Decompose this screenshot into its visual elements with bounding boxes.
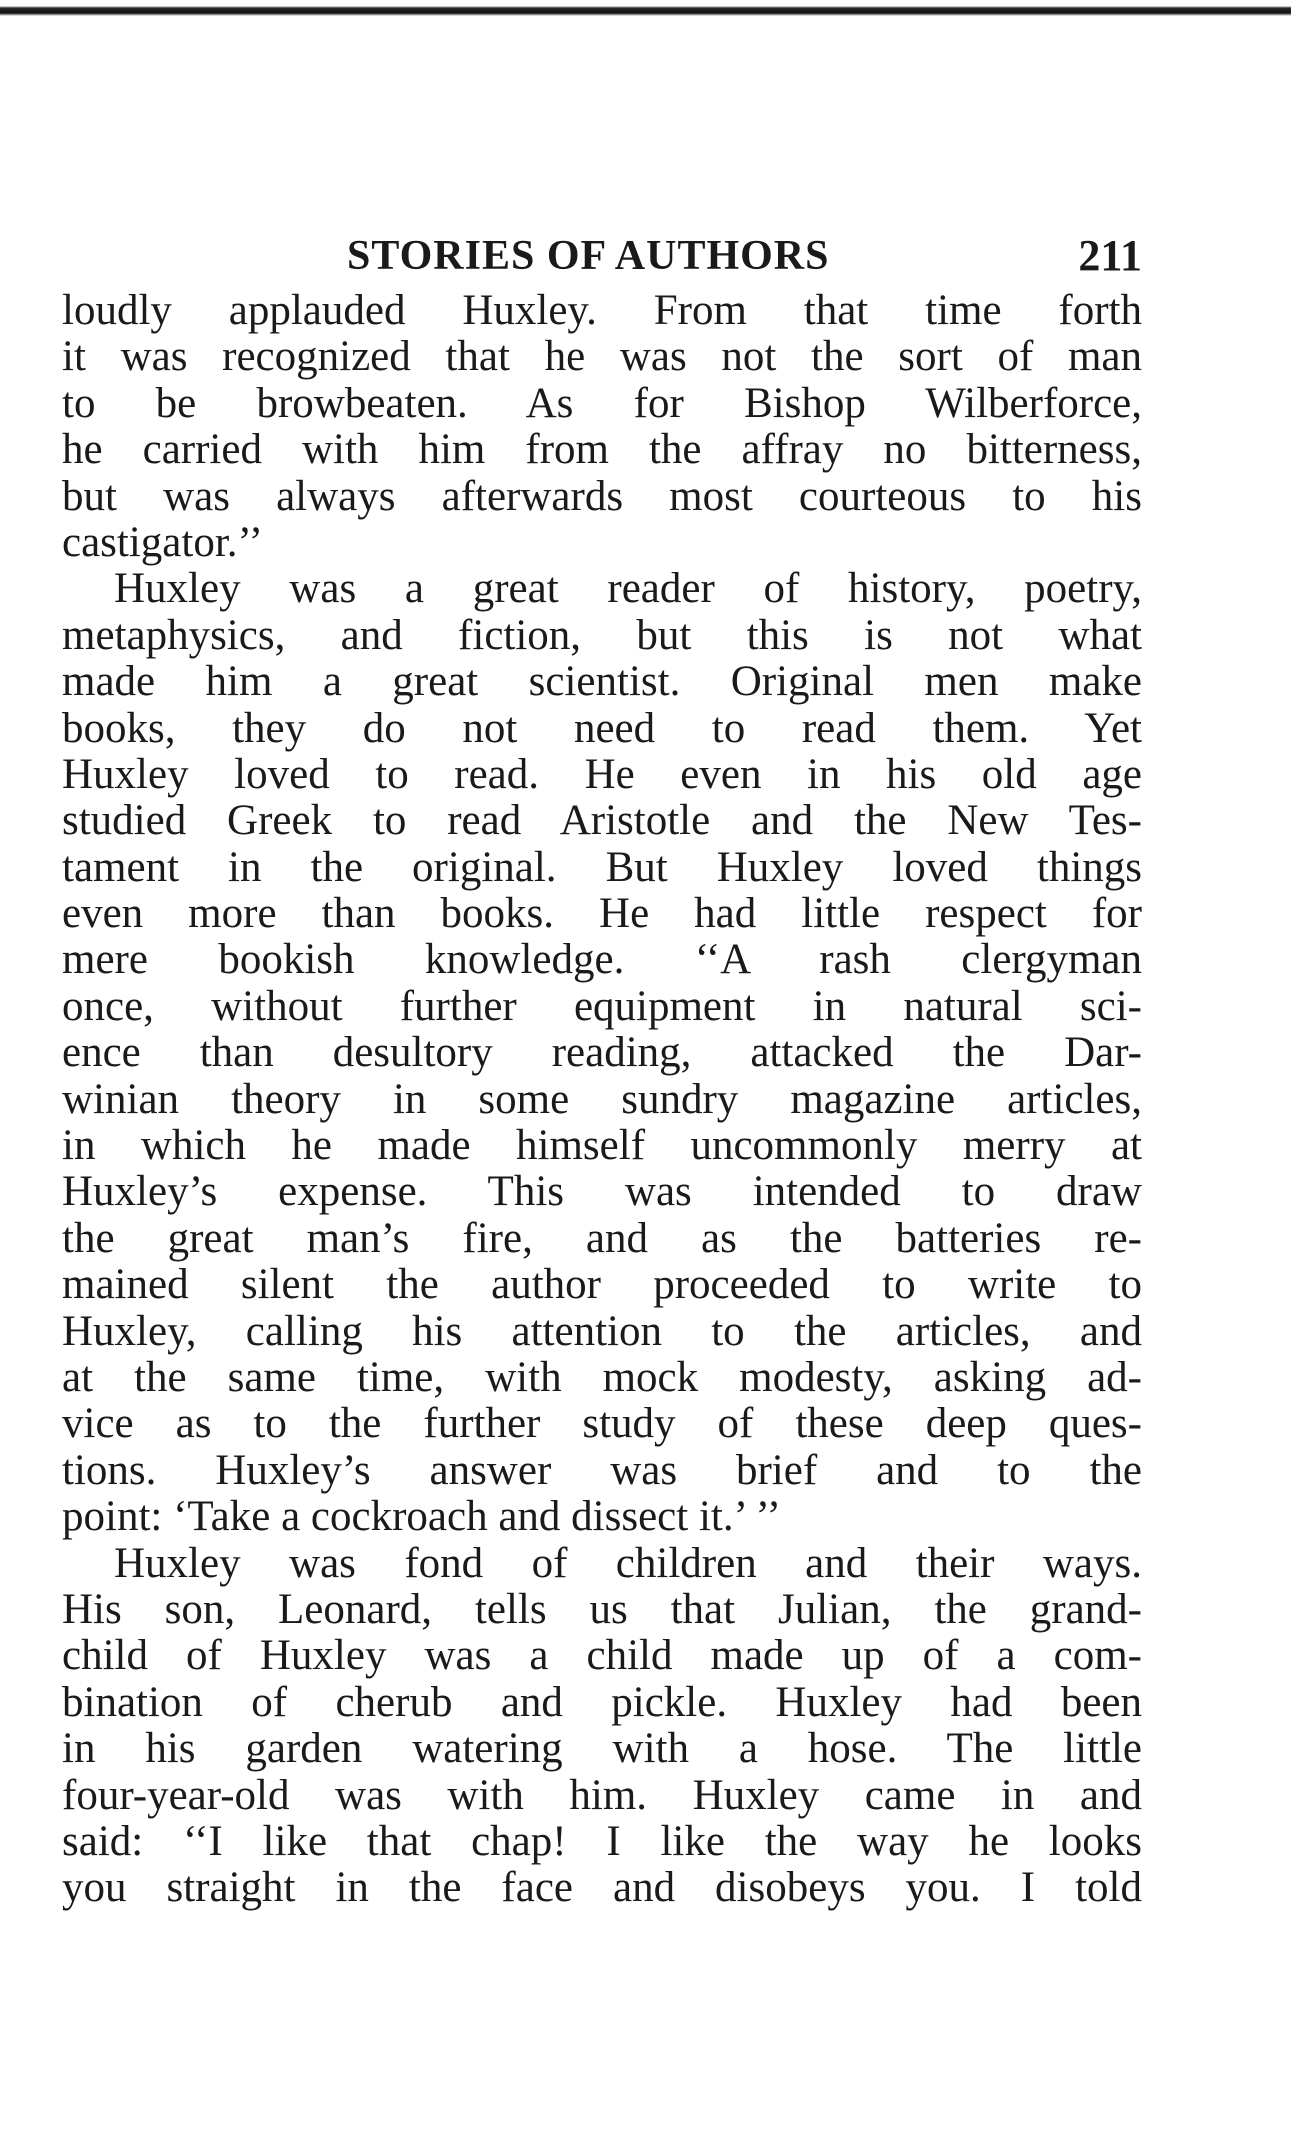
running-head xyxy=(62,226,1142,288)
text-line: to be browbeaten. As for Bishop Wilberforce, xyxy=(62,379,1142,427)
text-line: bination of cherub and pickle. Huxley had been xyxy=(62,1678,1142,1726)
text-line: books, they do not need to read them. Yet xyxy=(62,704,1142,752)
text-line: Huxley was a great reader of history, poetry, xyxy=(114,565,1142,613)
text-line: Huxley loved to read. He even in his old age xyxy=(62,750,1142,798)
text-line: Huxley’s expense. This was intended to draw xyxy=(62,1168,1142,1216)
text-line: even more than books. He had little respect for xyxy=(62,890,1142,938)
text-line: mained silent the author proceeded to write to xyxy=(62,1261,1142,1309)
text-line: mere bookish knowledge. ‘‘A rash clergyman xyxy=(62,936,1142,984)
text-line: in his garden watering with a hose. The little xyxy=(62,1725,1142,1773)
text-line: made him a great scientist. Original men make xyxy=(62,658,1142,706)
text-line: you straight in the face and disobeys you. I told xyxy=(62,1864,1142,1912)
text-line: tions. Huxley’s answer was brief and to the xyxy=(62,1446,1142,1494)
text-line: metaphysics, and fiction, but this is not what xyxy=(62,611,1142,659)
page-number: 211 xyxy=(1078,231,1142,280)
text-line: said: ‘‘I like that chap! I like the way he looks xyxy=(62,1817,1142,1865)
text-line: Huxley, calling his attention to the articles, and xyxy=(62,1307,1142,1355)
text-line: once, without further equipment in natural sci- xyxy=(62,982,1142,1030)
text-line: he carried with him from the affray no bitterness, xyxy=(62,426,1142,474)
text-line: the great man’s fire, and as the batteries re- xyxy=(62,1214,1142,1262)
text-line: Huxley was fond of children and their ways. xyxy=(114,1539,1142,1587)
text-line: child of Huxley was a child made up of a com- xyxy=(62,1632,1142,1680)
text-line: four-year-old was with him. Huxley came in and xyxy=(62,1771,1142,1819)
top-edge-rule xyxy=(0,0,1291,20)
text-line: but was always afterwards most courteous to his xyxy=(62,472,1142,520)
text-line: loudly applauded Huxley. From that time forth xyxy=(62,287,1142,334)
paragraph-3 xyxy=(62,1541,1142,1912)
text-line: tament in the original. But Huxley loved things xyxy=(62,843,1142,891)
body-text xyxy=(62,288,1142,1912)
paragraph-2 xyxy=(62,566,1142,1540)
book-page xyxy=(62,226,1142,1912)
paragraph-1 xyxy=(62,288,1142,566)
text-line: winian theory in some sundry magazine articles, xyxy=(62,1075,1142,1123)
text-line: point: ‘Take a cockroach and dissect it.’ ’’ xyxy=(62,1493,781,1541)
text-line: at the same time, with mock modesty, asking ad- xyxy=(62,1353,1142,1401)
running-title: STORIES OF AUTHORS xyxy=(347,233,830,279)
text-line: in which he made himself uncommonly merry at xyxy=(62,1122,1142,1170)
text-line: studied Greek to read Aristotle and the New Tes- xyxy=(62,797,1142,845)
text-line: castigator.’’ xyxy=(62,518,263,566)
text-line: His son, Leonard, tells us that Julian, the grand- xyxy=(62,1585,1142,1633)
text-line: it was recognized that he was not the sort of man xyxy=(62,333,1142,381)
text-line: vice as to the further study of these deep ques- xyxy=(62,1400,1142,1448)
text-line: ence than desultory reading, attacked the Dar- xyxy=(62,1029,1142,1077)
